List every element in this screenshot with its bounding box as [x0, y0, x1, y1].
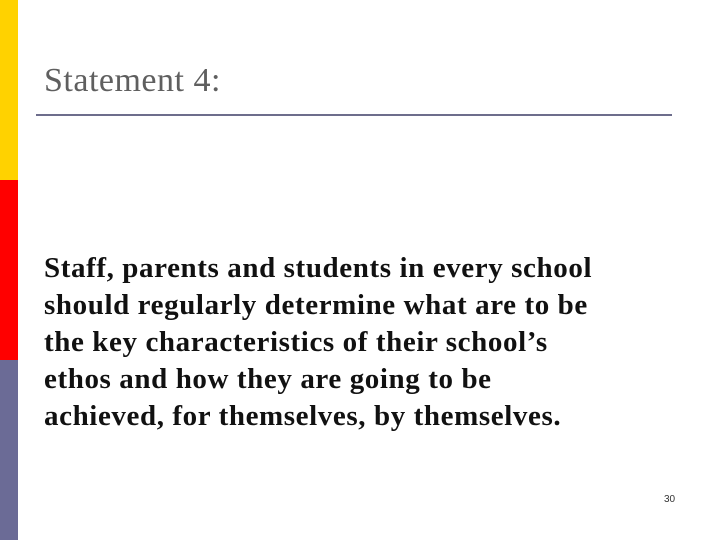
accent-bar-purple: [0, 360, 18, 540]
body-line: ethos and how they are going to be: [44, 363, 492, 395]
slide-number: 30: [664, 494, 676, 505]
body-line: achieved, for themselves, by themselves.: [44, 400, 562, 432]
accent-bar-red: [0, 180, 18, 360]
statement-body: [44, 250, 694, 435]
slide-title: Statement 4:: [44, 62, 221, 99]
body-line: should regularly determine what are to be: [44, 289, 588, 321]
body-line: the key characteristics of their school’s: [44, 326, 548, 358]
accent-bar-yellow: [0, 0, 18, 180]
body-line: Staff, parents and students in every school: [44, 252, 593, 284]
title-divider: [36, 114, 672, 116]
